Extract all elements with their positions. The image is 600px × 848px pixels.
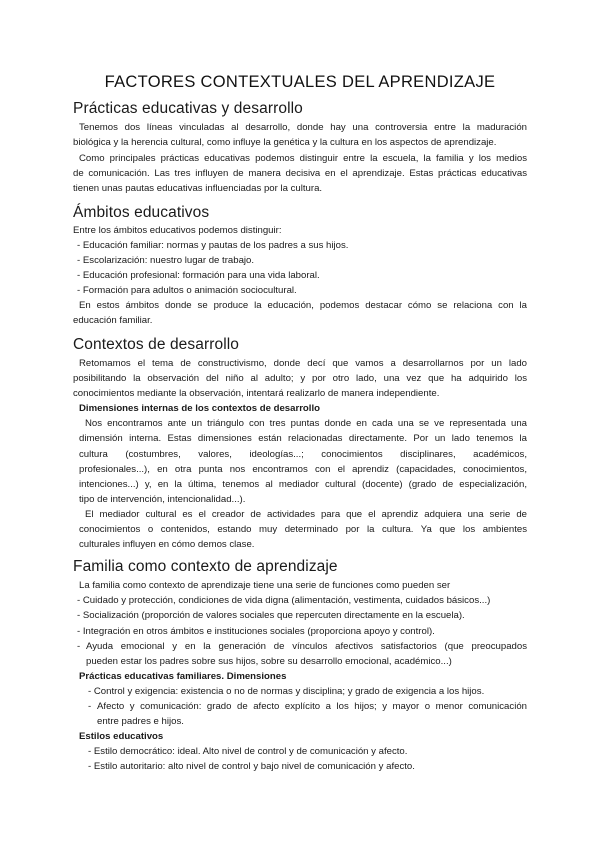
paragraph-line: El mediador cultural es el creador de actividades para que el aprendiz adquiera una serie de <box>85 509 527 520</box>
paragraph-line: Entre los ámbitos educativos podemos distinguir: <box>73 225 282 236</box>
paragraph-line: de comunicación. Las tres influyen de manera decisiva en el aprendizaje. Estas prácticas educativas <box>73 168 527 179</box>
list-item: - Integración en otros ámbitos e instituciones sociales (proporciona apoyo y control). <box>77 626 435 637</box>
document-title: FACTORES CONTEXTUALES DEL APRENDIZAJE <box>104 73 496 91</box>
list-item: - Estilo autoritario: alto nivel de control y bajo nivel de comunicación y afecto. <box>88 761 415 772</box>
list-item: - Educación familiar: normas y pautas de los padres a sus hijos. <box>77 240 349 251</box>
list-item: - Ayuda emocional y en la generación de vínculos afectivos satisfactorios (que preocupados <box>77 641 527 652</box>
list-item-text: Estilo autoritario: alto nivel de control y bajo nivel de comunicación y afecto. <box>93 761 415 772</box>
list-item: - Formación para adultos o animación sociocultural. <box>77 285 297 296</box>
paragraph-line: dimensión interna. Estas dimensiones están relacionadas directamente. Por un lado tenemos la <box>79 433 527 444</box>
heading-familia: Familia como contexto de aprendizaje <box>73 558 338 575</box>
list-item: - Escolarización: nuestro lugar de trabajo. <box>77 255 255 266</box>
paragraph-line: educación familiar. <box>73 315 153 326</box>
heading-practicas: Prácticas educativas y desarrollo <box>73 100 303 117</box>
paragraph-line: cultura (costumbres, valores, ideologías...; conocimientos disciplinares, académicos, <box>79 449 527 460</box>
subheading-dimensiones: Dimensiones internas de los contextos de desarrollo <box>79 403 320 414</box>
list-item: - Socialización (proporción de valores sociales que repercuten directamente en la escuela). <box>77 610 465 621</box>
list-item-text: Socialización (proporción de valores sociales que repercuten directamente en la escuela). <box>82 610 465 621</box>
list-item-text: Estilo democrático: ideal. Alto nivel de control y de comunicación y afecto. <box>93 746 408 757</box>
paragraph-line: intenciones...) y, en la última, tenemos al mediador cultural (docente) (grado de especialización, <box>79 479 527 490</box>
paragraph-line: biológica y la herencia cultural, como influye la genética y la cultura en los aspectos de aprendizaje. <box>73 137 497 148</box>
list-item-continuation: pueden estar los padres sobre sus hijos, sobre su desarrollo emocional, académico...) <box>86 656 452 667</box>
paragraph-line: En estos ámbitos donde se produce la educación, podemos destacar cómo se relaciona con la <box>79 300 527 311</box>
list-item-continuation: entre padres e hijos. <box>97 716 184 727</box>
paragraph-line: Tenemos dos líneas vinculadas al desarrollo, donde hay una controversia entre la maduración <box>79 122 527 133</box>
list-item: - Estilo democrático: ideal. Alto nivel de control y de comunicación y afecto. <box>88 746 408 757</box>
subheading-practicas-familiares: Prácticas educativas familiares. Dimensiones <box>79 671 287 682</box>
paragraph-line: posibilitando la observación del niño al adulto; y por otro lado, una vez que ha adquirido los <box>73 373 527 384</box>
list-item-text: Educación profesional: formación para una vida laboral. <box>82 270 320 281</box>
paragraph-line: Como principales prácticas educativas podemos distinguir entre la escuela, la familia y los medios <box>79 153 527 164</box>
heading-ambitos: Ámbitos educativos <box>73 204 210 221</box>
list-item-text: Ayuda emocional y en la generación de vínculos afectivos satisfactorios (que preocupados <box>86 641 527 652</box>
paragraph-line: profesionales...), en otra punta nos encontramos con el aprendiz (capacidades, conocimientos, <box>79 464 527 475</box>
list-item-text: Afecto y comunicación: grado de afecto explícito a los hijos; y mayor o menor comunicación <box>97 701 527 712</box>
list-item-text: Integración en otros ámbitos e instituciones sociales (proporciona apoyo y control). <box>82 626 435 637</box>
paragraph-line: Nos encontramos ante un triángulo con tres puntas donde en cada una se ve representada una <box>85 418 527 429</box>
list-item-text: Formación para adultos o animación sociocultural. <box>82 285 297 296</box>
paragraph-line: conocimientos o contenidos, estando muy determinado por la cultura. Ya que los ambientes <box>79 524 527 535</box>
list-item-text: Control y exigencia: existencia o no de normas y disciplina; y grado de exigencia a los hijos. <box>93 686 485 697</box>
list-item-text: Cuidado y protección, condiciones de vida digna (alimentación, vestimenta, cuidados básicos...) <box>82 595 491 606</box>
list-item-text: Educación familiar: normas y pautas de los padres a sus hijos. <box>82 240 349 251</box>
list-item: - Educación profesional: formación para una vida laboral. <box>77 270 320 281</box>
list-item: - Afecto y comunicación: grado de afecto explícito a los hijos; y mayor o menor comunicación <box>88 701 527 712</box>
paragraph-line: tienen unas pautas educativas influenciadas por la cultura. <box>73 183 323 194</box>
paragraph-line: tipo de intervención, intencionalidad...). <box>79 494 246 505</box>
paragraph-line: La familia como contexto de aprendizaje tiene una serie de funciones como pueden ser <box>79 580 451 591</box>
list-item-text: Escolarización: nuestro lugar de trabajo. <box>82 255 255 266</box>
heading-contextos: Contextos de desarrollo <box>73 336 240 353</box>
paragraph-line: conocimientos mediante la observación, intentará realizarlo de manera independiente. <box>73 388 440 399</box>
list-item: - Cuidado y protección, condiciones de vida digna (alimentación, vestimenta, cuidados básicos...) <box>77 595 491 606</box>
paragraph-line: Retomamos el tema de constructivismo, donde decí que vamos a desarrollarnos por un lado <box>79 358 527 369</box>
list-item: - Control y exigencia: existencia o no de normas y disciplina; y grado de exigencia a los hijos. <box>88 686 485 697</box>
subheading-estilos: Estilos educativos <box>79 731 164 742</box>
paragraph-line: culturales influyen en cómo demos clase. <box>79 539 255 550</box>
